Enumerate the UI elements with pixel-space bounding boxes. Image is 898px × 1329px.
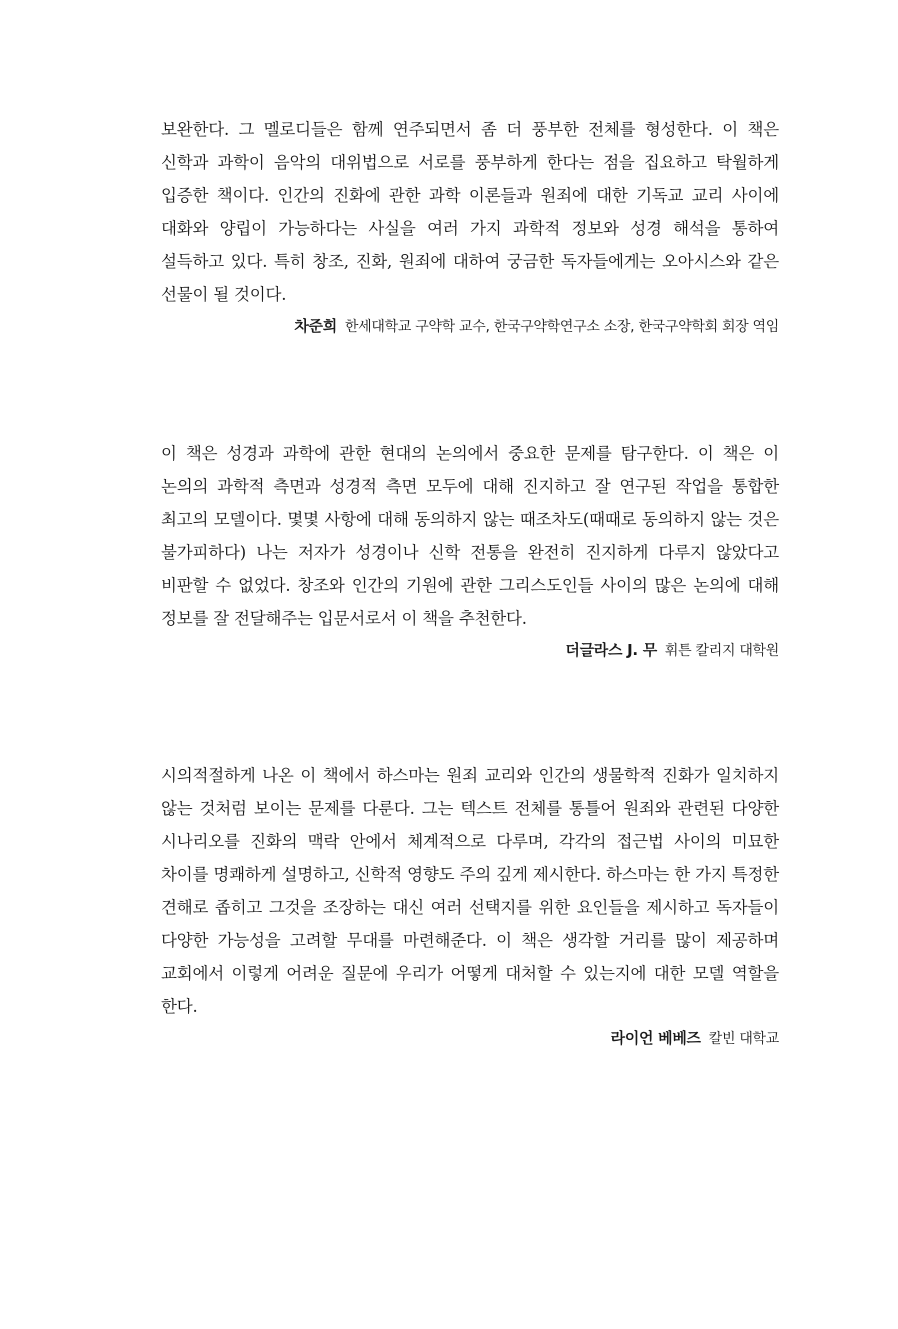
endorser-affiliation: 휘튼 칼리지 대학원 — [664, 643, 779, 659]
endorsement-block — [161, 437, 779, 662]
endorsement-attribution — [161, 639, 779, 662]
endorsement-text: 보완한다. 그 멜로디들은 함께 연주되면서 좀 더 풍부한 전체를 형성한다. 이 책은 신학과 과학이 음악의 대위법으로 서로를 풍부하게 한다는 점을 집요하고 탁월하게 입증한 책이다. 인간의 진화에 관한 과학 이론들과 원죄에 대한 기독교 교리 사이에 대화와 양립이 가능하다는 사실을 여러 가지 과학적 정보와 성경 해석을 통하여 설득하고 있다. 특히 창조, 진화, 원죄에 대하여 궁금한 독자들에게는 오아시스와 같은 선물이 될 것이다. — [161, 120, 779, 304]
endorsement-attribution — [161, 1027, 779, 1050]
endorsement-attribution — [161, 315, 779, 338]
endorsement-text: 이 책은 성경과 과학에 관한 현대의 논의에서 중요한 문제를 탐구한다. 이 책은 이 논의의 과학적 측면과 성경적 측면 모두에 대해 진지하고 잘 연구된 작업을 통합한 최고의 모델이다. 몇몇 사항에 대해 동의하지 않는 때조차도(때때로 동의하지 않는 것은 불가피하다) 나는 저자가 성경이나 신학 전통을 완전히 진지하게 다루지 않았다고 비판할 수 없었다. 창조와 인간의 기원에 관한 그리스도인들 사이의 많은 논의에 대해 정보를 잘 전달해주는 입문서로서 이 책을 추천한다. — [161, 444, 779, 628]
endorser-name: 더글라스 J. 무 — [565, 641, 657, 659]
endorser-name: 라이언 베베즈 — [610, 1029, 701, 1047]
endorser-name: 차준희 — [294, 317, 337, 335]
endorsement-text: 시의적절하게 나온 이 책에서 하스마는 원죄 교리와 인간의 생물학적 진화가 일치하지 않는 것처럼 보이는 문제를 다룬다. 그는 텍스트 전체를 통틀어 원죄와 관련된 다양한 시나리오를 진화의 맥락 안에서 체계적으로 다루며, 각각의 접근법 사이의 미묘한 차이를 명쾌하게 설명하고, 신학적 영향도 주의 깊게 제시한다. 하스마는 한 가지 특정한 견해로 좁히고 그것을 조장하는 대신 여러 선택지를 위한 요인들을 제시하고 독자들이 다양한 가능성을 고려할 무대를 마련해준다. 이 책은 생각할 거리를 많이 제공하며 교회에서 이렇게 어려운 질문에 우리가 어떻게 대처할 수 있는지에 대한 모델 역할을 한다. — [161, 766, 779, 1016]
endorser-affiliation: 칼빈 대학교 — [708, 1031, 779, 1047]
endorser-affiliation: 한세대학교 구약학 교수, 한국구약학연구소 소장, 한국구약학회 회장 역임 — [344, 319, 779, 335]
endorsement-block — [161, 759, 779, 1050]
endorsement-block — [161, 113, 779, 338]
